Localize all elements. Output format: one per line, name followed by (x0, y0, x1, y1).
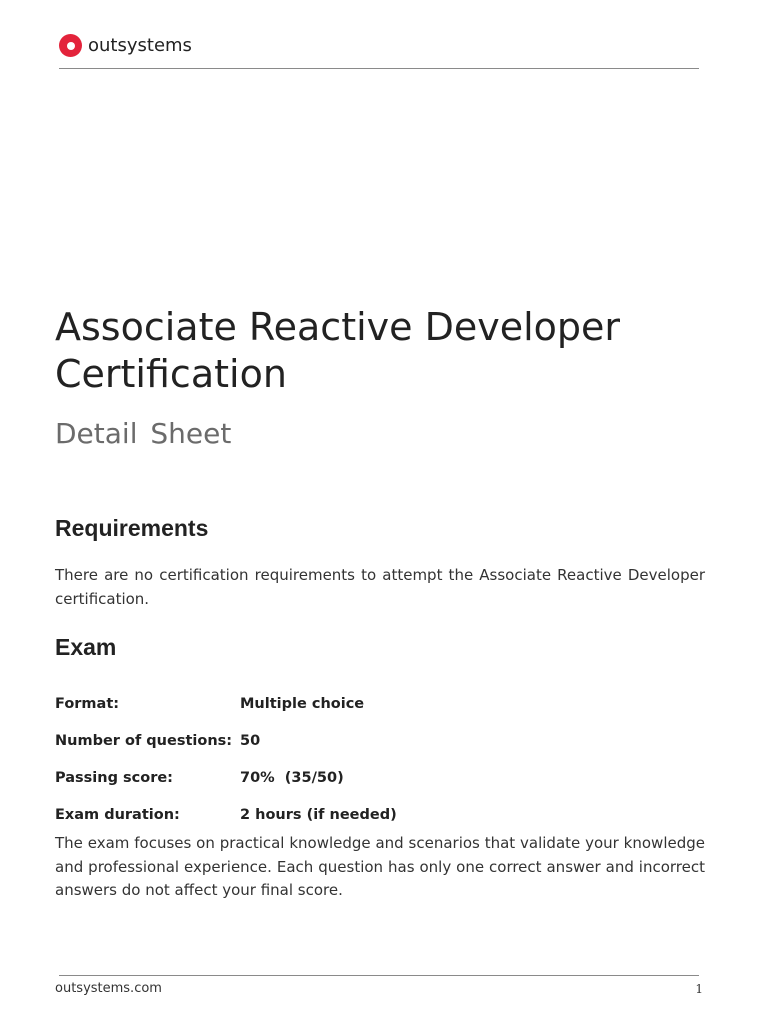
exam-detail-label: Passing score: (55, 769, 173, 786)
footer-website-link[interactable]: outsystems.com (55, 981, 162, 996)
exam-detail-row-passing-score (55, 759, 655, 796)
exam-description: The exam focuses on practical knowledge and scenarios that validate your knowledge and professional experience. Each question has only one correct answer and incorrect answers do not affect your final score. (55, 834, 705, 899)
exam-detail-row-duration (55, 796, 655, 833)
page-header (59, 34, 699, 69)
exam-detail-value: 70% (35/50) (240, 769, 344, 786)
exam-heading: Exam (55, 634, 117, 660)
logo-text: outsystems (88, 35, 192, 56)
exam-detail-value: 2 hours (if needed) (240, 806, 397, 823)
exam-detail-value: Multiple choice (240, 695, 365, 712)
exam-detail-label: Format: (55, 695, 120, 712)
exam-detail-label: Number of questions: (55, 732, 233, 749)
exam-detail-row-format (55, 685, 655, 722)
footer-divider (59, 975, 699, 976)
exam-detail-label: Exam duration: (55, 806, 180, 823)
exam-detail-value: 50 (240, 732, 261, 749)
exam-details (55, 685, 655, 833)
page-number: 1 (695, 982, 703, 996)
document-title: Associate Reactive Developer Certification (55, 305, 621, 396)
requirements-heading: Requirements (55, 515, 209, 541)
requirements-text: There are no certification requirements to attempt the Associate Reactive Developer certification. (55, 566, 705, 608)
document-subtitle: Detail Sheet (55, 417, 232, 450)
outsystems-logo-icon (59, 34, 82, 57)
outsystems-logo (59, 34, 192, 57)
exam-detail-row-questions (55, 722, 655, 759)
